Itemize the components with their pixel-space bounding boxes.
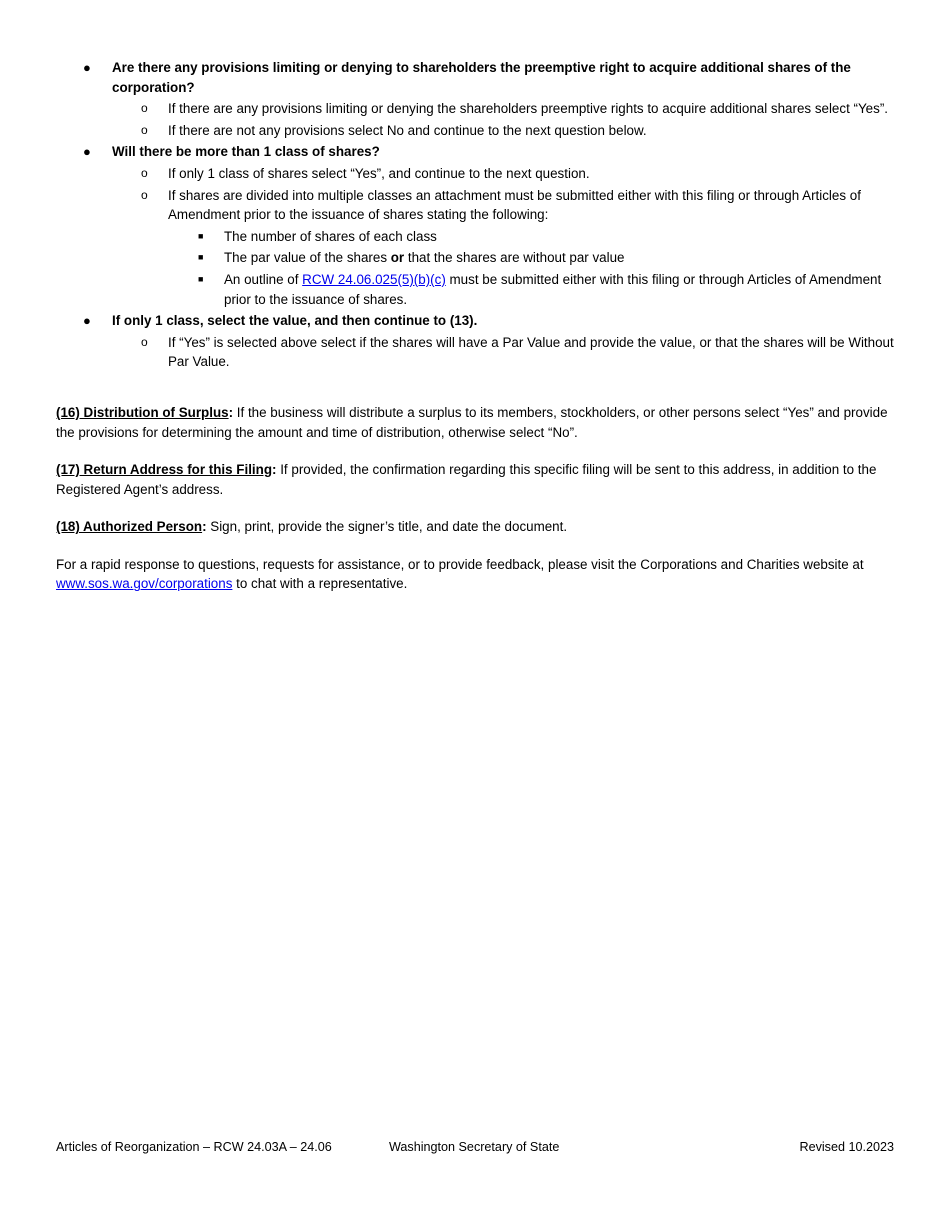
list-item [56,164,894,184]
list-item [56,270,894,309]
section-heading: (18) Authorized Person [56,519,203,535]
bullet-circle: o [141,165,148,180]
list-item-text: that the shares are without par value [404,250,625,266]
list-item-text: An outline of [224,271,303,287]
section-authorized-person [56,517,894,537]
list-item [56,227,894,247]
heading-colon: : [228,404,234,420]
bullet-square: ■ [198,273,204,284]
footer-revision: Revised 10.2023 [799,1140,894,1154]
bullet-circle: o [141,334,148,349]
question-text: Will there be more than 1 class of shares? [112,144,380,160]
question-preemptive-rights [56,58,894,97]
contact-paragraph [56,555,894,594]
list-item [56,248,894,268]
heading-colon: : [272,462,277,478]
section-text: Sign, print, provide the signer’s title, and date the document. [206,519,568,535]
list-item [56,121,894,141]
question-class-value [56,311,894,331]
bullet-square: ■ [198,252,204,263]
contact-text: to chat with a representative. [232,576,408,592]
question-text: Are there any provisions limiting or denying to shareholders the preemptive right to acquire additional shares of the corporation? [112,60,851,95]
contact-text: For a rapid response to questions, requests for assistance, or to provide feedback, please visit the Corporations and Charities website at [56,556,864,572]
section-distribution-of-surplus [56,403,894,442]
section-heading: (17) Return Address for this Filing [56,462,273,478]
list-item-text: If shares are divided into multiple classes an attachment must be submitted either with this filing or through Articles of Amendment prior to the issuance of shares stating the following: [168,187,861,223]
bullet-circle: o [141,187,148,202]
corporations-website-link[interactable]: www.sos.wa.gov/corporations [56,576,233,592]
list-item-text: The number of shares of each class [224,228,437,244]
section-text: If the business will distribute a surplus to its members, stockholders, or other persons select “Yes” and provide the provisions for determining the amount and time of distribution, otherwise select “No”. [56,404,888,440]
list-item-text: must be submitted either with this filing or through Articles of Amendment prior to the issuance of shares. [224,271,882,307]
bullet-circle: o [141,101,148,116]
list-item-text: If only 1 class of shares select “Yes”, and continue to the next question. [168,165,590,181]
bullet-square: ■ [198,230,204,241]
bullet-dot: ● [83,60,91,75]
bullet-circle: o [141,122,148,137]
list-item-text: If there are any provisions limiting or denying the shareholders preemptive rights to acquire additional shares select “Yes”. [168,101,889,117]
rcw-link[interactable]: RCW 24.06.025(5)(b)(c) [302,271,446,287]
footer-document-title: Articles of Reorganization – RCW 24.03A – 24.06 [56,1140,332,1154]
emphasis-or: or [390,250,405,266]
instructions-page [56,56,894,594]
list-item [56,99,894,119]
section-text: If provided, the confirmation regarding this specific filing will be sent to this address, in addition to the Registered Agent’s address. [56,462,877,497]
list-item [56,333,894,372]
page-footer [56,1138,894,1158]
question-text: If only 1 class, select the value, and then continue to (13). [112,313,478,329]
list-item-text: If “Yes” is selected above select if the shares will have a Par Value and provide the value, or that the shares will be Without Par Value. [168,334,894,370]
question-share-classes [56,142,894,162]
heading-colon: : [202,519,207,535]
bullet-dot: ● [83,313,91,329]
bullet-dot: ● [83,144,91,160]
list-item [56,186,894,225]
list-item-text: If there are not any provisions select No and continue to the next question below. [168,122,647,138]
footer-agency: Washington Secretary of State [389,1140,560,1154]
section-heading: (16) Distribution of Surplus [56,404,229,420]
section-return-address [56,460,894,499]
list-item-text: The par value of the shares [224,250,391,266]
